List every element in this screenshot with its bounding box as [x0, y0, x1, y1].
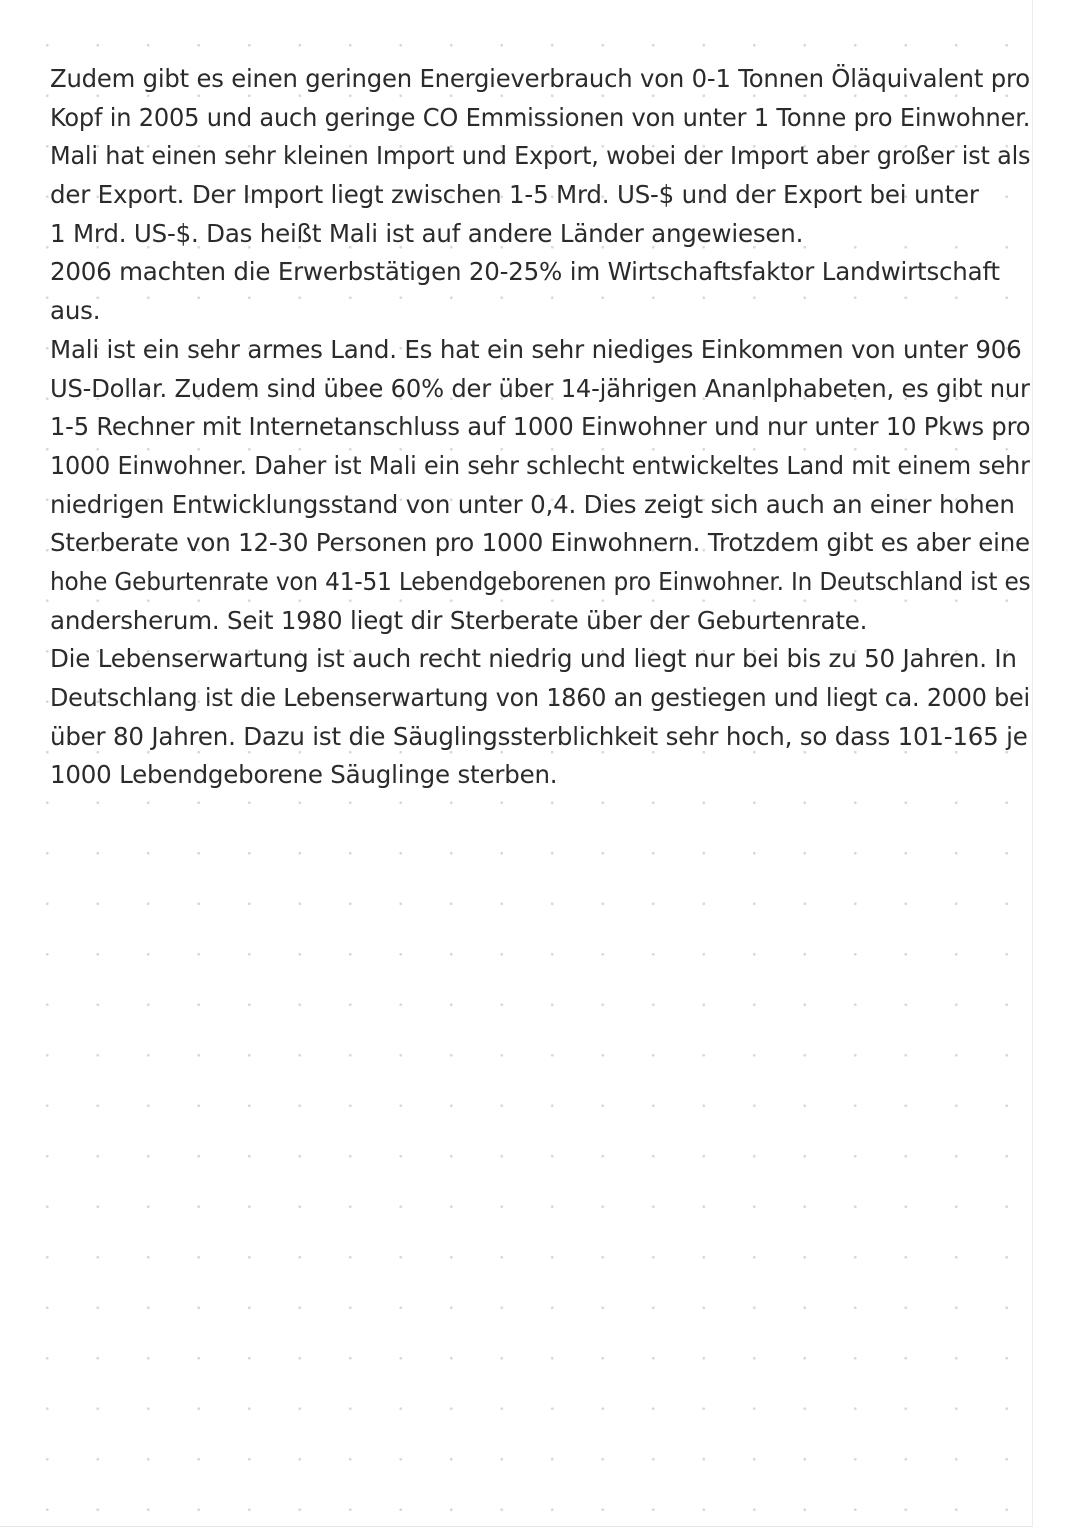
- text-line: Mali ist ein sehr armes Land. Es hat ein sehr niediges Einkommen von unter 906: [50, 334, 1022, 364]
- text-line: Sterberate von 12-30 Personen pro 1000 Einwohnern. Trotzdem gibt es aber eine: [50, 528, 1030, 558]
- text-line: niedrigen Entwicklungsstand von unter 0,4. Dies zeigt sich auch an einer hohen: [50, 489, 1015, 519]
- text-line: 1000 Einwohner. Daher ist Mali ein sehr schlecht entwickeltes Land mit einem sehr: [50, 450, 1030, 480]
- text-line: Kopf in 2005 und auch geringe CO Emmissionen von unter 1 Tonne pro Einwohner.: [50, 102, 1031, 132]
- text-line: US-Dollar. Zudem sind übee 60% der über 14-jährigen Ananlphabeten, es gibt nur: [50, 373, 1030, 403]
- text-line: hohe Geburtenrate von 41-51 Lebendgeborenen pro Einwohner. In Deutschland ist es: [50, 566, 1031, 596]
- text-line: 1 Mrd. US-$. Das heißt Mali ist auf andere Länder angewiesen.: [50, 218, 804, 248]
- handwritten-note-text: [50, 60, 1030, 795]
- text-line: aus.: [50, 296, 101, 326]
- text-line: Die Lebenserwartung ist auch recht niedrig und liegt nur bei bis zu 50 Jahren. In: [50, 644, 1017, 674]
- text-line: Zudem gibt es einen geringen Energieverbrauch von 0-1 Tonnen Öläquivalent pro: [50, 64, 1030, 93]
- text-line: der Export. Der Import liegt zwischen 1-5 Mrd. US-$ und der Export bei unter: [50, 180, 979, 210]
- text-line: über 80 Jahren. Dazu ist die Säuglingssterblichkeit sehr hoch, so dass 101-165 je: [50, 721, 1028, 751]
- text-line: Mali hat einen sehr kleinen Import und Export, wobei der Import aber großer ist als: [50, 141, 1031, 171]
- text-line: 2006 machten die Erwerbstätigen 20-25% im Wirtschaftsfaktor Landwirtschaft: [50, 257, 1000, 287]
- text-line: andersherum. Seit 1980 liegt dir Sterberate über der Geburtenrate.: [50, 605, 868, 635]
- text-line: 1-5 Rechner mit Internetanschluss auf 1000 Einwohner und nur unter 10 Pkws pro: [50, 412, 1031, 442]
- text-line: Deutschlang ist die Lebenserwartung von 1860 an gestiegen und liegt ca. 2000 bei: [50, 683, 1030, 712]
- text-line: 1000 Lebendgeborene Säuglinge sterben.: [50, 760, 558, 790]
